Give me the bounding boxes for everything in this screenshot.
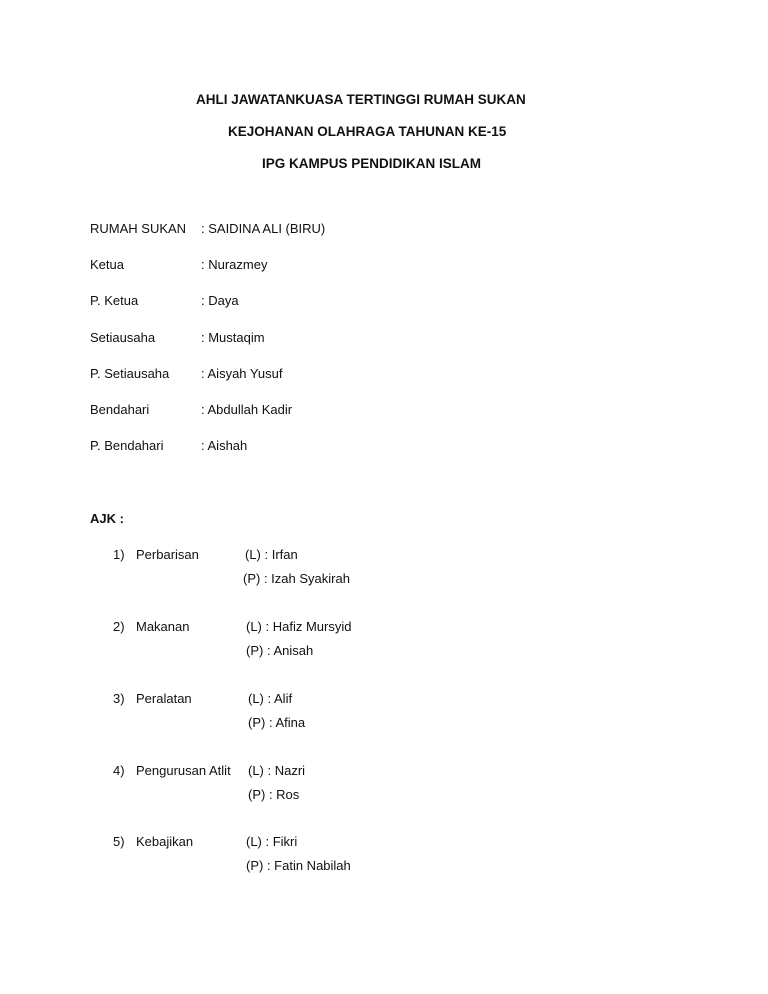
ajk-item-male: (L) : Hafiz Mursyid xyxy=(246,619,352,634)
ajk-item-unit: Perbarisan xyxy=(136,547,199,562)
ajk-item-number: 3) xyxy=(113,691,125,706)
ajk-item-female: (P) : Anisah xyxy=(246,643,314,658)
institution-title: IPG KAMPUS PENDIDIKAN ISLAM xyxy=(262,156,482,171)
ajk-item-number: 1) xyxy=(113,547,125,562)
ajk-item-female: (P) : Afina xyxy=(248,715,306,730)
officer-name: : Daya xyxy=(201,293,239,308)
ajk-item-unit: Peralatan xyxy=(136,691,192,706)
event-title: KEJOHANAN OLAHRAGA TAHUNAN KE-15 xyxy=(228,124,507,139)
ajk-item-unit: Pengurusan Atlit xyxy=(136,763,231,778)
officer-role: P. Ketua xyxy=(90,293,139,308)
house-label: RUMAH SUKAN xyxy=(90,221,187,236)
ajk-item-female: (P) : Izah Syakirah xyxy=(243,571,350,586)
ajk-item-male: (L) : Fikri xyxy=(246,834,298,849)
ajk-item-female: (P) : Fatin Nabilah xyxy=(246,858,351,873)
officer-role: Setiausaha xyxy=(90,330,156,345)
ajk-item-number: 2) xyxy=(113,619,125,634)
officer-name: : Mustaqim xyxy=(201,330,265,345)
ajk-item-unit: Kebajikan xyxy=(136,834,194,849)
ajk-item-male: (L) : Irfan xyxy=(245,547,298,562)
ajk-heading: AJK : xyxy=(90,511,124,526)
officer-name: : Nurazmey xyxy=(201,257,268,272)
officer-name: : Aishah xyxy=(201,438,248,453)
officer-name: : Aisyah Yusuf xyxy=(201,366,283,381)
ajk-item-male: (L) : Alif xyxy=(248,691,293,706)
ajk-item-male: (L) : Nazri xyxy=(248,763,306,778)
ajk-item-number: 5) xyxy=(113,834,125,849)
document-title: AHLI JAWATANKUASA TERTINGGI RUMAH SUKAN xyxy=(196,92,526,107)
ajk-item-number: 4) xyxy=(113,763,125,778)
ajk-item-female: (P) : Ros xyxy=(248,787,300,802)
officer-role: P. Setiausaha xyxy=(90,366,170,381)
officer-name: : Abdullah Kadir xyxy=(201,402,293,417)
ajk-item-unit: Makanan xyxy=(136,619,190,634)
officer-role: Ketua xyxy=(90,257,124,272)
officer-role: Bendahari xyxy=(90,402,150,417)
officer-role: P. Bendahari xyxy=(90,438,164,453)
house-value: : SAIDINA ALI (BIRU) xyxy=(201,221,326,236)
